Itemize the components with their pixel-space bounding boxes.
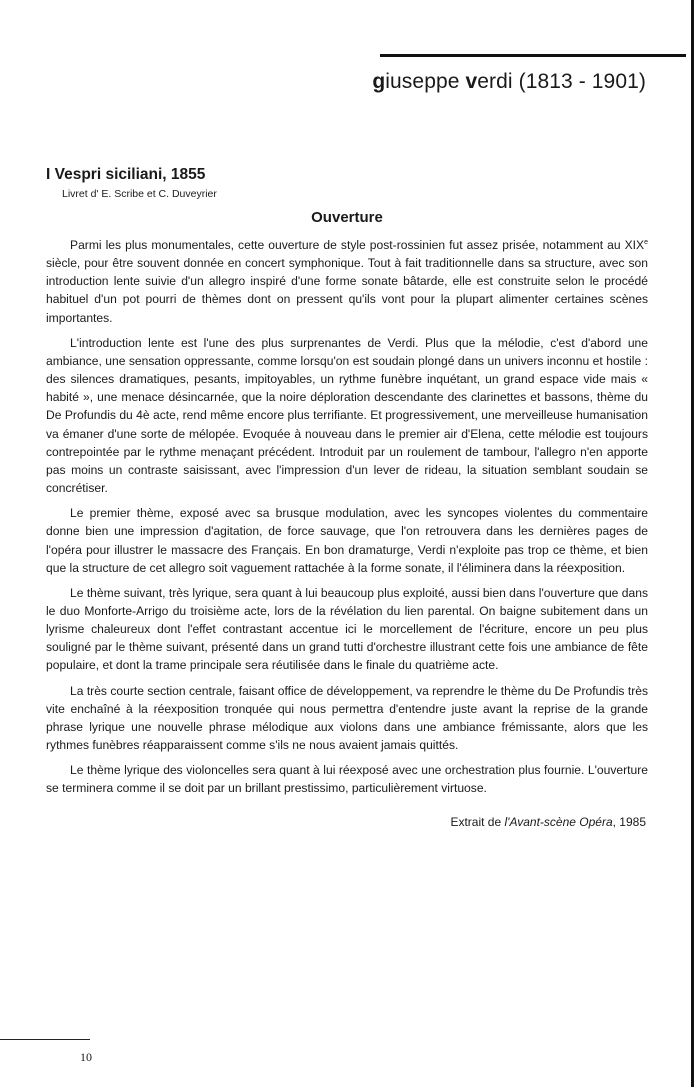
section-title: Ouverture — [311, 209, 383, 226]
body-text — [46, 236, 648, 805]
paragraph-3: Le premier thème, exposé avec sa brusque modulation, avec les syncopes violentes du commentaire donne bien une impression d'agitation, de force sauvage, que l'on retrouvera dans les dernières pages de l'opéra pour illustrer le massacre des Français. En bon dramaturge, Verdi n'exploite pas trop ce thème, et bien que la structure de cet allegro soit vaguement rattachée à la forme sonate, il l'éliminera dans la réexposition. — [46, 506, 648, 575]
credit-source: l'Avant-scène Opéra — [504, 815, 613, 829]
work-title: I Vespri siciliani, 1855 — [46, 166, 206, 183]
composer-initial-first: g — [372, 70, 386, 93]
century-superscript: e — [644, 239, 648, 246]
composer-initial-last: v — [465, 70, 478, 93]
composer-first-name: iuseppe — [385, 70, 466, 93]
paragraph-6: Le thème lyrique des violoncelles sera quant à lui réexposé avec une orchestration plus fournie. L'ouverture se terminera comme il se doit par un brillant prestissimo, particulièrement virtuose. — [46, 763, 648, 796]
composer-last-name: erdi — [477, 70, 513, 93]
credit-suffix: , 1985 — [612, 815, 646, 829]
credit-prefix: Extrait de — [450, 815, 505, 829]
paragraph-5: La très courte section centrale, faisant office de développement, va reprendre le thème du De Profundis très vite enchaîné à la réexposition tronquée qui nous permettra d'entendre juste avant la reprise de la grande phrase lyrique une nouvelle phrase mélodique aux violons dans une ambiance frémissante, alors que les rythmes funèbres réapparaissent comme s'ils ne nous avaient jamais quittés. — [46, 683, 648, 753]
header-rule — [380, 54, 686, 57]
composer-heading — [372, 70, 646, 94]
paragraph-4: Le thème suivant, très lyrique, sera quant à lui beaucoup plus exploité, aussi bien dans l'ouverture que dans le duo Monforte-Arrigo du troisième acte, lors de la révélation du lien parental. On baigne subitement dans un lyrisme chaleureux dont l'effet contrastant accentue ici le morcellement de l'écriture, encore un peu plus souligné par le thème suivant, présenté dans un grand tutti d'orchestre illustrant cette fois une ambiance de fête populaire, et dont la trame principale sera réutilisée dans le finale du quatrième acte. — [46, 585, 648, 673]
paragraph-1-start: Parmi les plus monumentales, cette ouverture de style post-rossinien fut assez prisée, notamment au XIX — [70, 238, 645, 252]
footer-rule — [0, 1039, 90, 1040]
composer-dates: (1813 - 1901) — [512, 70, 646, 93]
paragraph-1 — [46, 236, 648, 327]
libretto-credit: Livret d' E. Scribe et C. Duveyrier — [62, 188, 217, 200]
paragraph-2: L'introduction lente est l'une des plus surprenantes de Verdi. Plus que la mélodie, c'est d'abord une ambiance, une sensation oppressante, comme lorsqu'on est soudain plongé dans un univers inconnu et hostile : des silences dramatiques, pesants, impitoyables, un rythme funèbre inquétant, un grand espace vide mais « habité », une menace désincarnée, que la noire déploration descendante des clarinettes et bassons, thème du De Profundis du 4è acte, rend même encore plus terrifiante. Et progressivement, une merveilleuse humanisation va émaner d'une sorte de mélopée. Evoquée à nouveau dans le premier air d'Elena, cette mélodie est toujours contrepointée par le rythme menaçant précédent. Introduit par un roulement de tambour, l'allegro n'en apporte pas moins un contraste saisissant, avec l'impression d'un lever de rideau, la situation semblant soudain se concrétiser. — [46, 335, 648, 496]
page-number: 10 — [80, 1050, 92, 1064]
source-credit — [450, 815, 646, 829]
paragraph-1-end: siècle, pour être souvent donnée en concert symphonique. Tout à fait traditionnelle dans sa structure, avec son introduction lente suivie d'un allegro inspiré d'une forme sonate bâtarde, elle est construite selon le procédé habituel d'un pot pourri de thèmes dont on pressent qu'ils vont pour la plupart alimenter certaines scènes importantes. — [46, 256, 648, 325]
